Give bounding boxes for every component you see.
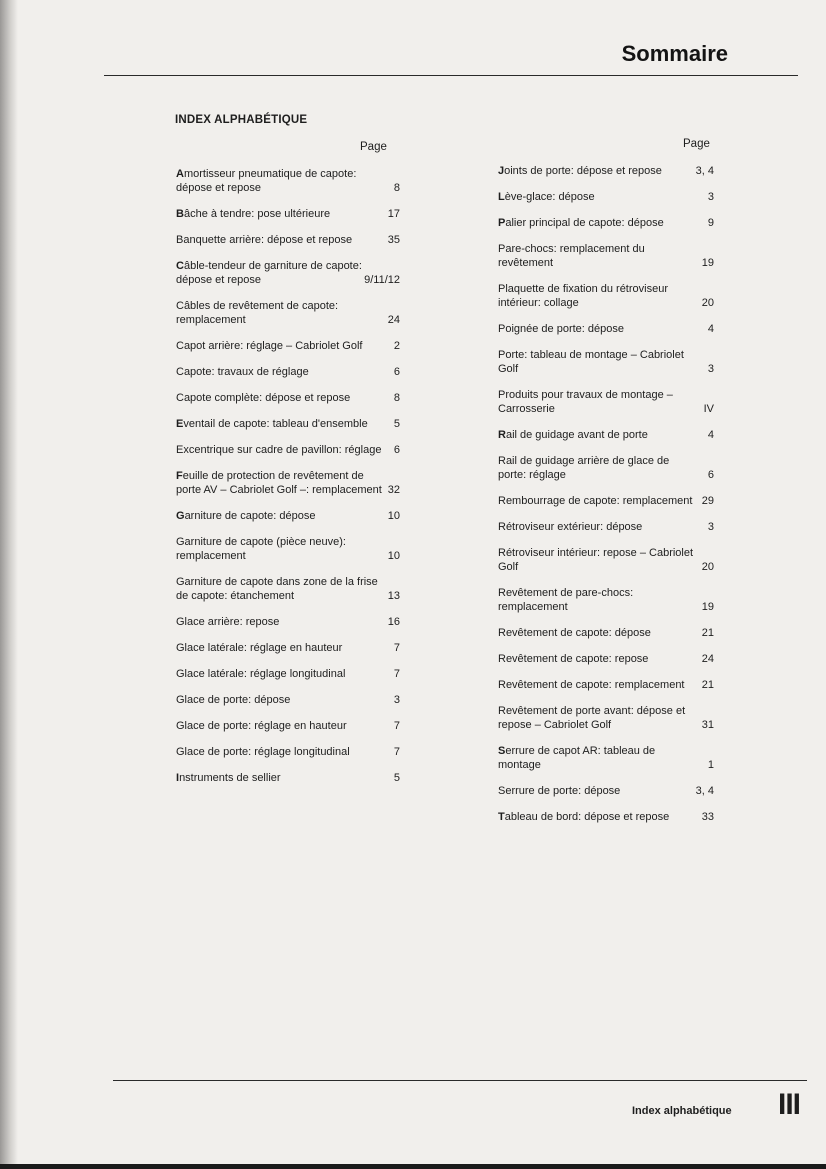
index-entry bbox=[176, 745, 406, 759]
index-entry bbox=[176, 259, 406, 287]
index-entry bbox=[498, 810, 738, 824]
index-entry-page: 9/11/12 bbox=[364, 274, 400, 286]
index-entry bbox=[176, 771, 406, 785]
index-entry-label: Pare-chocs: remplacement du revêtement bbox=[498, 243, 645, 269]
index-entry-label: euille de protection de revêtement de porte AV – Cabriolet Golf –: remplacement bbox=[176, 470, 382, 496]
index-entry-page: 31 bbox=[701, 719, 714, 731]
index-entry-page: 5 bbox=[393, 772, 400, 784]
index-entry-page: 3 bbox=[707, 521, 714, 533]
index-entry bbox=[498, 322, 738, 336]
index-entry-page: 3, 4 bbox=[695, 165, 714, 177]
index-entry-page: 10 bbox=[387, 510, 400, 522]
page-title: Sommaire bbox=[621, 41, 728, 66]
index-entry-label: Capot arrière: réglage – Cabriolet Golf bbox=[176, 340, 363, 352]
index-entry-label: Rail de guidage arrière de glace de porte: réglage bbox=[498, 455, 670, 481]
index-entry-label: Glace de porte: réglage en hauteur bbox=[176, 720, 347, 732]
index-entry bbox=[498, 190, 738, 204]
index-entry-text bbox=[176, 365, 382, 379]
index-entry-label: Revêtement de capote: dépose bbox=[498, 627, 651, 639]
index-entry bbox=[176, 207, 406, 221]
index-entry-initial: T bbox=[498, 811, 505, 823]
index-entry-text bbox=[176, 207, 382, 221]
index-entry-page: 10 bbox=[387, 550, 400, 562]
index-entry bbox=[176, 719, 406, 733]
page-bottom-edge bbox=[0, 1164, 826, 1169]
index-entry-page: IV bbox=[703, 403, 714, 415]
index-entry-text bbox=[176, 745, 382, 759]
index-entry-text bbox=[498, 704, 698, 732]
index-entry-text bbox=[498, 388, 698, 416]
index-entry-page: 1 bbox=[707, 759, 714, 771]
index-entry-initial: A bbox=[176, 168, 184, 180]
index-entry bbox=[176, 469, 406, 497]
index-heading: INDEX ALPHABÉTIQUE bbox=[175, 114, 308, 126]
index-entry-initial: G bbox=[176, 510, 185, 522]
index-entry-label: Glace de porte: dépose bbox=[176, 694, 291, 706]
index-entry-label: Glace de porte: réglage longitudinal bbox=[176, 746, 350, 758]
index-entry-text bbox=[498, 652, 698, 666]
index-entry-text bbox=[498, 164, 698, 178]
index-entry-text bbox=[498, 546, 698, 574]
index-entry bbox=[176, 417, 406, 431]
index-entry-label: Banquette arrière: dépose et repose bbox=[176, 234, 353, 246]
index-entry-text bbox=[176, 667, 382, 681]
index-entry-label: oints de porte: dépose et repose bbox=[504, 165, 662, 177]
index-entry bbox=[498, 428, 738, 442]
index-entry-label: Excentrique sur cadre de pavillon: réglage bbox=[176, 444, 382, 456]
index-entry bbox=[498, 494, 738, 508]
index-entry-label: âche à tendre: pose ultérieure bbox=[183, 208, 331, 220]
index-entry bbox=[498, 242, 738, 270]
index-entry-label: Produits pour travaux de montage – Carrosserie bbox=[498, 389, 673, 415]
index-entry-page: 17 bbox=[387, 208, 400, 220]
index-entry-label: âble-tendeur de garniture de capote: dépose et repose bbox=[176, 260, 362, 286]
index-entry-page: 19 bbox=[701, 601, 714, 613]
index-entry-page: 29 bbox=[701, 495, 714, 507]
index-entry-initial: J bbox=[498, 165, 505, 177]
index-entry-initial: F bbox=[176, 470, 183, 482]
index-entry-label: Plaquette de fixation du rétroviseur intérieur: collage bbox=[498, 283, 668, 309]
index-entry-text bbox=[176, 575, 382, 603]
index-entry bbox=[498, 744, 738, 772]
index-entry bbox=[176, 535, 406, 563]
index-entry bbox=[498, 520, 738, 534]
index-entry-label: ventail de capote: tableau d'ensemble bbox=[183, 418, 368, 430]
index-entry-label: ève-glace: dépose bbox=[504, 191, 595, 203]
index-entry-page: 3 bbox=[393, 694, 400, 706]
index-entry-initial: S bbox=[498, 745, 506, 757]
index-entry-page: 2 bbox=[393, 340, 400, 352]
index-entry-page: 32 bbox=[387, 484, 400, 496]
index-entry-text bbox=[498, 810, 698, 824]
index-entry bbox=[176, 693, 406, 707]
index-entry-initial: E bbox=[176, 418, 184, 430]
index-entry-text bbox=[176, 339, 382, 353]
index-entry-initial: B bbox=[176, 208, 184, 220]
index-entry bbox=[498, 586, 738, 614]
index-entry-page: 13 bbox=[387, 590, 400, 602]
page-column-label-left: Page bbox=[360, 141, 387, 153]
index-entry-page: 7 bbox=[393, 642, 400, 654]
page-column-label-right: Page bbox=[683, 138, 710, 150]
index-entry-initial: L bbox=[498, 191, 505, 203]
index-entry-text bbox=[498, 216, 698, 230]
index-entry-label: arniture de capote: dépose bbox=[184, 510, 316, 522]
index-entry-page: 21 bbox=[701, 627, 714, 639]
index-entry-text bbox=[498, 428, 698, 442]
index-entry-text bbox=[176, 641, 382, 655]
index-entry bbox=[498, 546, 738, 574]
index-entry-page: 19 bbox=[701, 257, 714, 269]
index-entry-label: Rétroviseur extérieur: dépose bbox=[498, 521, 643, 533]
index-entry bbox=[498, 626, 738, 640]
index-entry-text bbox=[498, 744, 698, 772]
index-entry bbox=[176, 615, 406, 629]
index-entry-text bbox=[498, 322, 698, 336]
index-entry-label: Capote complète: dépose et repose bbox=[176, 392, 351, 404]
index-entry bbox=[176, 391, 406, 405]
index-entry bbox=[176, 575, 406, 603]
index-entry bbox=[498, 216, 738, 230]
index-entry bbox=[498, 784, 738, 798]
index-entry-text bbox=[498, 494, 698, 508]
header-divider bbox=[104, 75, 798, 76]
index-entry bbox=[498, 678, 738, 692]
index-entry-initial: I bbox=[176, 772, 180, 784]
index-entry-label: Revêtement de capote: repose bbox=[498, 653, 649, 665]
index-entry-page: 24 bbox=[387, 314, 400, 326]
index-entry-text bbox=[498, 520, 698, 534]
index-entry-label: Revêtement de capote: remplacement bbox=[498, 679, 685, 691]
index-entry bbox=[498, 454, 738, 482]
index-entry-text bbox=[498, 586, 698, 614]
index-entry-text bbox=[498, 190, 698, 204]
index-entry-page: 4 bbox=[707, 323, 714, 335]
index-entry-page: 7 bbox=[393, 720, 400, 732]
index-entry-page: 21 bbox=[701, 679, 714, 691]
page-spine-shadow bbox=[0, 0, 18, 1169]
index-entry-label: Glace latérale: réglage longitudinal bbox=[176, 668, 346, 680]
index-entry-label: Rétroviseur intérieur: repose – Cabriolet Golf bbox=[498, 547, 694, 573]
index-entry-text bbox=[498, 282, 698, 310]
index-entry-label: alier principal de capote: dépose bbox=[505, 217, 664, 229]
index-entry bbox=[176, 509, 406, 523]
index-entry-label: errure de capot AR: tableau de montage bbox=[498, 745, 656, 771]
index-entry bbox=[176, 667, 406, 681]
index-entry-label: Garniture de capote dans zone de la frise de capote: étanchement bbox=[176, 576, 378, 602]
index-entry-page: 7 bbox=[393, 746, 400, 758]
index-entry-label: Poignée de porte: dépose bbox=[498, 323, 624, 335]
index-entry-text bbox=[176, 167, 382, 195]
index-entry bbox=[176, 233, 406, 247]
footer-divider bbox=[113, 1080, 807, 1081]
index-entry-page: 6 bbox=[393, 366, 400, 378]
index-entry-label: mortisseur pneumatique de capote: dépose et repose bbox=[176, 168, 357, 194]
index-entry-page: 8 bbox=[393, 392, 400, 404]
index-entry-page: 9 bbox=[707, 217, 714, 229]
index-entry-text bbox=[176, 615, 382, 629]
index-entry-text bbox=[176, 771, 382, 785]
index-entry-label: Glace arrière: repose bbox=[176, 616, 280, 628]
index-entry-page: 3 bbox=[707, 363, 714, 375]
index-entry-text bbox=[498, 678, 698, 692]
index-entry-page: 24 bbox=[701, 653, 714, 665]
index-entry-text bbox=[176, 469, 382, 497]
index-entry-page: 20 bbox=[701, 297, 714, 309]
index-entry-text bbox=[498, 454, 698, 482]
index-entry-text bbox=[176, 299, 382, 327]
index-entry-label: Porte: tableau de montage – Cabriolet Golf bbox=[498, 349, 684, 375]
index-entry-initial: C bbox=[176, 260, 184, 272]
index-entry-text bbox=[498, 242, 698, 270]
index-entry-page: 6 bbox=[393, 444, 400, 456]
index-entry-text bbox=[498, 784, 698, 798]
index-entry-text bbox=[176, 443, 382, 457]
index-entry-text bbox=[498, 348, 698, 376]
index-entry-label: Capote: travaux de réglage bbox=[176, 366, 309, 378]
index-entry-text bbox=[498, 626, 698, 640]
index-entry-text bbox=[176, 259, 382, 287]
index-entry bbox=[498, 388, 738, 416]
index-entry-label: ableau de bord: dépose et repose bbox=[504, 811, 670, 823]
index-entry-page: 4 bbox=[707, 429, 714, 441]
index-entry-label: Glace latérale: réglage en hauteur bbox=[176, 642, 343, 654]
footer-section-label: Index alphabétique bbox=[632, 1105, 732, 1117]
index-entry-label: ail de guidage avant de porte bbox=[505, 429, 648, 441]
index-entry-label: Garniture de capote (pièce neuve): remplacement bbox=[176, 536, 346, 562]
index-entry-label: Rembourrage de capote: remplacement bbox=[498, 495, 693, 507]
index-entry-page: 16 bbox=[387, 616, 400, 628]
index-entry-label: Serrure de porte: dépose bbox=[498, 785, 621, 797]
index-entry-text bbox=[176, 391, 382, 405]
index-entry bbox=[176, 299, 406, 327]
index-entry bbox=[176, 365, 406, 379]
index-entry-page: 6 bbox=[707, 469, 714, 481]
index-entry-text bbox=[176, 233, 382, 247]
index-entry bbox=[176, 641, 406, 655]
index-entry bbox=[176, 443, 406, 457]
index-column-left bbox=[176, 167, 406, 797]
index-entry bbox=[498, 282, 738, 310]
index-entry-label: Revêtement de pare-chocs: remplacement bbox=[498, 587, 634, 613]
index-entry bbox=[498, 348, 738, 376]
index-entry-text bbox=[176, 719, 382, 733]
index-entry bbox=[176, 339, 406, 353]
index-entry-page: 20 bbox=[701, 561, 714, 573]
index-entry-page: 3 bbox=[707, 191, 714, 203]
index-entry bbox=[498, 652, 738, 666]
index-entry-label: Revêtement de porte avant: dépose et repose – Cabriolet Golf bbox=[498, 705, 686, 731]
index-entry-text bbox=[176, 693, 382, 707]
index-entry bbox=[498, 704, 738, 732]
index-entry-text bbox=[176, 535, 382, 563]
index-entry-initial: R bbox=[498, 429, 506, 441]
index-entry bbox=[498, 164, 738, 178]
footer-page-number: III bbox=[778, 1088, 801, 1121]
index-column-right bbox=[498, 164, 738, 836]
index-entry-page: 35 bbox=[387, 234, 400, 246]
index-entry bbox=[176, 167, 406, 195]
index-entry-page: 5 bbox=[393, 418, 400, 430]
index-entry-text bbox=[176, 417, 382, 431]
index-entry-page: 8 bbox=[393, 182, 400, 194]
index-entry-page: 3, 4 bbox=[695, 785, 714, 797]
index-entry-text bbox=[176, 509, 382, 523]
index-entry-initial: P bbox=[498, 217, 506, 229]
index-entry-label: nstruments de sellier bbox=[179, 772, 281, 784]
index-entry-page: 7 bbox=[393, 668, 400, 680]
index-entry-page: 33 bbox=[701, 811, 714, 823]
index-entry-label: Câbles de revêtement de capote: remplacement bbox=[176, 300, 339, 326]
